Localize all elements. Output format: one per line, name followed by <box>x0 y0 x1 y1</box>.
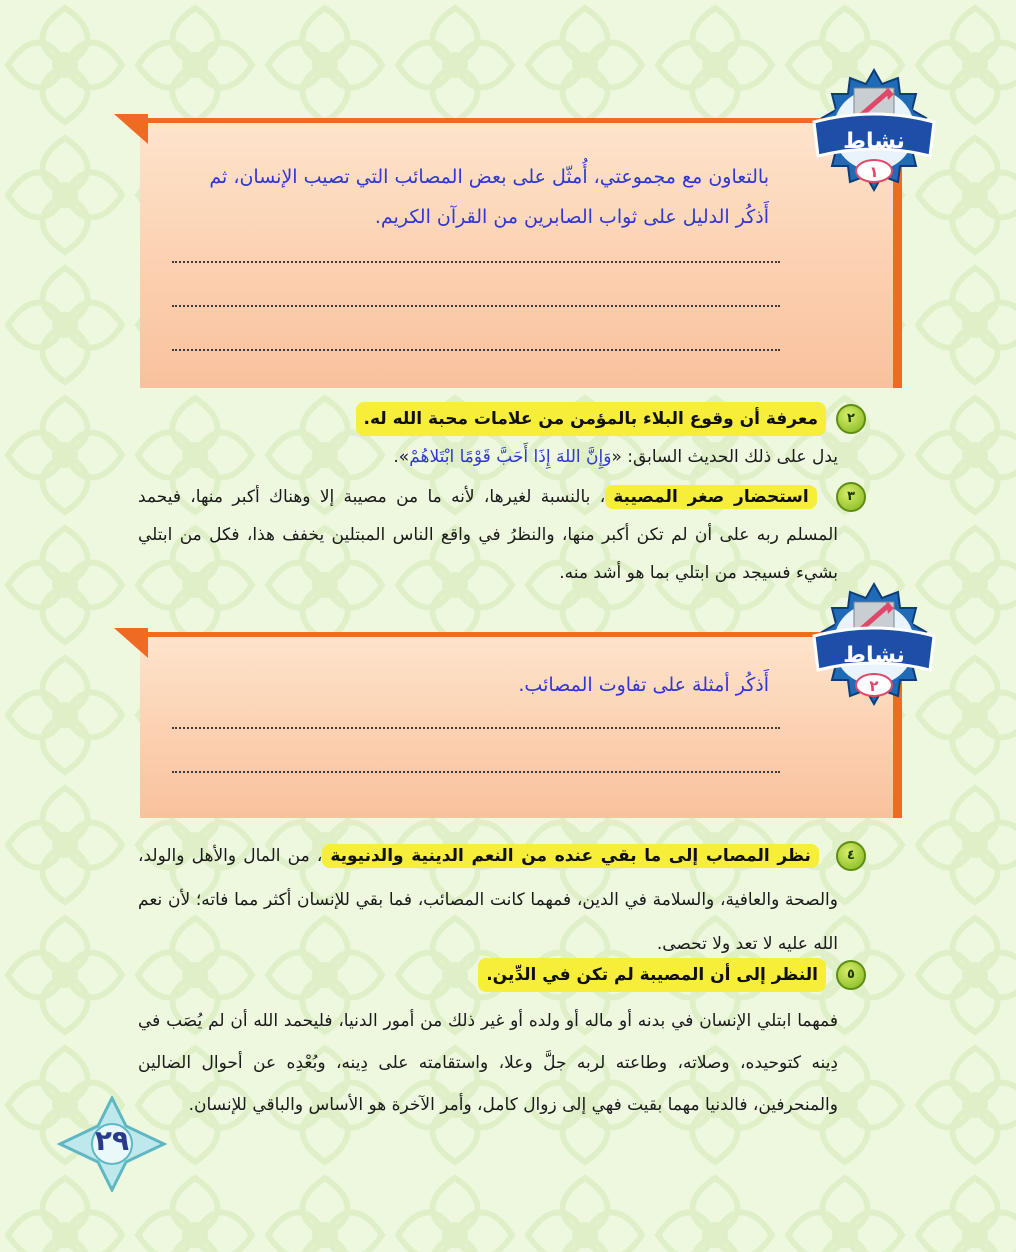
point-2-heading-row <box>356 402 866 436</box>
activity-2-answer-line-1[interactable] <box>172 727 780 729</box>
activity-badge-icon <box>808 66 940 198</box>
page-number: ٢٩ <box>94 1124 130 1157</box>
activity-1-badge-number: ١ <box>869 163 879 181</box>
point-2-number: ٢ <box>836 404 866 434</box>
point-4-number: ٤ <box>836 841 866 871</box>
activity-1-badge <box>808 66 940 198</box>
activity-1-answer-line-1[interactable] <box>172 261 780 263</box>
activity-2-text: أَذكُر أمثلة على تفاوت المصائب. <box>518 674 769 696</box>
point-5-heading: النظر إلى أن المصيبة لم تكن في الدِّين. <box>478 958 826 992</box>
activity-2-answer-line-2[interactable] <box>172 771 780 773</box>
point-3-body: ، بالنسبة لغيرها، لأنه ما من مصيبة إلا وهناك أكبر منها، فيحمد المسلم ربه على أن لم تكن أكبر منها، والنظرُ في واقع الناس المبتلين يخفف هذا، فكل من ابتلي بشيء فسيجد من ابتلي بما هو أشد منه. <box>138 487 838 583</box>
point-2-body-suffix: ». <box>393 447 410 467</box>
page-number-badge <box>56 1096 168 1192</box>
activity-1-answer-line-3[interactable] <box>172 349 780 351</box>
point-4-paragraph <box>138 834 855 966</box>
activity-2-box <box>140 632 902 818</box>
point-2-heading: معرفة أن وقوع البلاء بالمؤمن من علامات محبة الله له. <box>356 402 826 436</box>
point-5-number: ٥ <box>836 960 866 990</box>
hadith-quote: وَإِنَّ اللهَ إِذَا أَحَبَّ قَوْمًا ابْتَلاهُمْ <box>409 447 612 467</box>
point-5-heading-row <box>478 958 866 992</box>
point-5-body: فمهما ابتلي الإنسان في بدنه أو ماله أو ولده أو غير ذلك من أمور الدنيا، فليحمد الله أن لم يُصَب في دِينه كتوحيده، وصلاته، وطاعته لربه جلَّ وعلا، واستقامته على دِينه، وبُعْدِه عن أحوال الضالين والمنحرفين، فالدنيا مهما بقيت فهي إلى زوال كامل، وأمر الآخرة هو الأساس والباقي للإنسان. <box>138 1011 838 1115</box>
activity-2-badge-number: ٢ <box>869 677 879 695</box>
point-3-paragraph <box>138 478 855 592</box>
point-3-heading: استحضار صغر المصيبة <box>605 485 816 509</box>
point-3-number: ٣ <box>836 482 866 512</box>
point-4-body: ، من المال والأهل والولد، والصحة والعافية، والسلامة في الدين، فمهما كانت المصائب، فما بقي للإنسان أكثر مما فاته؛ لأن نعم الله عليه لا تعد ولا تحصى. <box>138 846 838 954</box>
activity-1-badge-label: نشاط <box>843 129 905 154</box>
point-2-body <box>138 438 838 476</box>
activity-badge-icon <box>808 580 940 712</box>
activity-1-box <box>140 118 902 388</box>
activity-2-badge <box>808 580 940 712</box>
activity-1-answer-line-2[interactable] <box>172 305 780 307</box>
point-2-body-prefix: يدل على ذلك الحديث السابق: « <box>611 447 838 467</box>
point-4-heading: نظر المصاب إلى ما بقي عنده من النعم الدينية والدنيوية <box>322 844 819 868</box>
activity-2-badge-label: نشاط <box>843 643 905 668</box>
activity-1-text: بالتعاون مع مجموعتي، أُمثّل على بعض المصائب التي تصيب الإنسان، ثم أَذكُر الدليل على ثواب الصابرين من القرآن الكريم. <box>209 166 769 228</box>
